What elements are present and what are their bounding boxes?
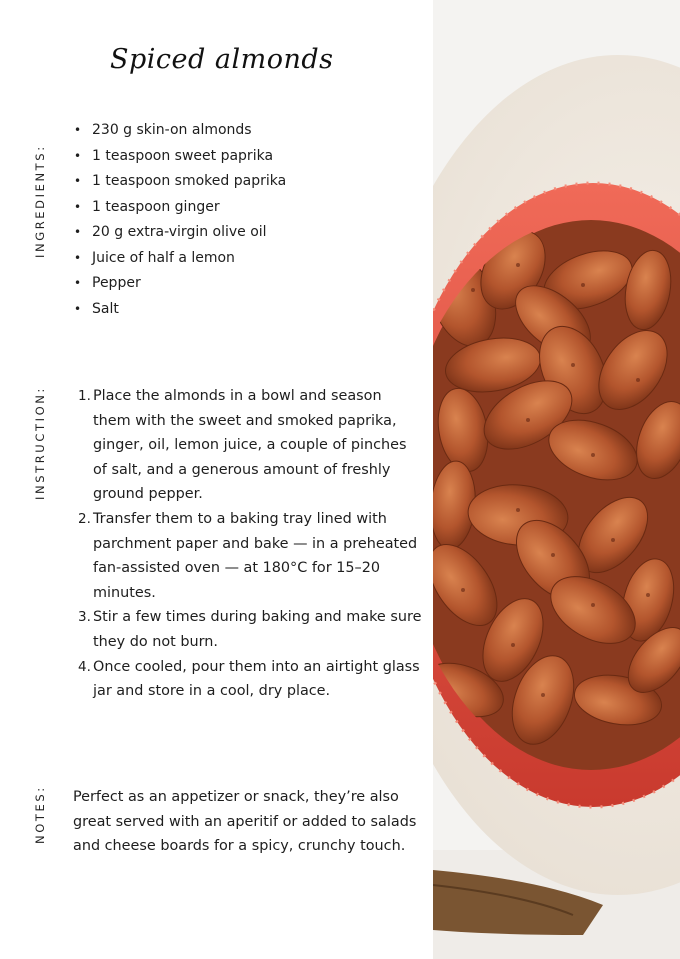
step-text: Transfer them to a baking tray lined with parchment paper and bake — in a preheated fan-assisted oven — at 180°C for 15–20 minutes. (93, 510, 418, 601)
step-text: Stir a few times during baking and make sure they do not burn. (93, 609, 422, 650)
ingredient-item: • 1 teaspoon sweet paprika (74, 144, 286, 170)
notes-text: Perfect as an appetizer or snack, they’re also great served with an aperitif or added to salads and cheese boards for a spicy, crunchy touch. (73, 789, 417, 855)
instruction-label: INSTRUCTION: (33, 386, 47, 500)
instruction-steps (78, 384, 423, 704)
step-text: Place the almonds in a bowl and season them with the sweet and smoked paprika, ginger, oil, lemon juice, a couple of pinches of salt, and a generous amount of freshly ground pepper. (93, 388, 407, 503)
ingredients-label: INGREDIENTS: (33, 144, 47, 258)
step-number: 4. (78, 658, 91, 675)
ingredient-item: • 20 g extra-virgin olive oil (74, 220, 286, 246)
step-number: 3. (78, 609, 91, 626)
ingredient-item: • Pepper (74, 271, 286, 297)
step-item (78, 507, 423, 605)
step-item (78, 605, 423, 654)
ingredient-item: • 1 teaspoon ginger (74, 195, 286, 221)
ingredient-item: • Juice of half a lemon (74, 246, 286, 272)
almond-bowl-photo (433, 0, 680, 959)
almond-bowl-illustration (433, 0, 680, 959)
step-number: 2. (78, 510, 91, 527)
step-item (78, 384, 423, 507)
step-number: 1. (78, 388, 91, 404)
ingredient-item: • 230 g skin-on almonds (74, 118, 286, 144)
step-text: Once cooled, pour them into an airtight glass jar and store in a cool, dry place. (93, 658, 420, 700)
ingredient-item: • 1 teaspoon smoked paprika (74, 169, 286, 195)
step-item (78, 655, 423, 704)
ingredient-item: • Salt (74, 297, 286, 323)
notes-label: NOTES: (33, 785, 47, 844)
ingredients-list (74, 118, 286, 322)
recipe-title: Spiced almonds (110, 44, 334, 75)
